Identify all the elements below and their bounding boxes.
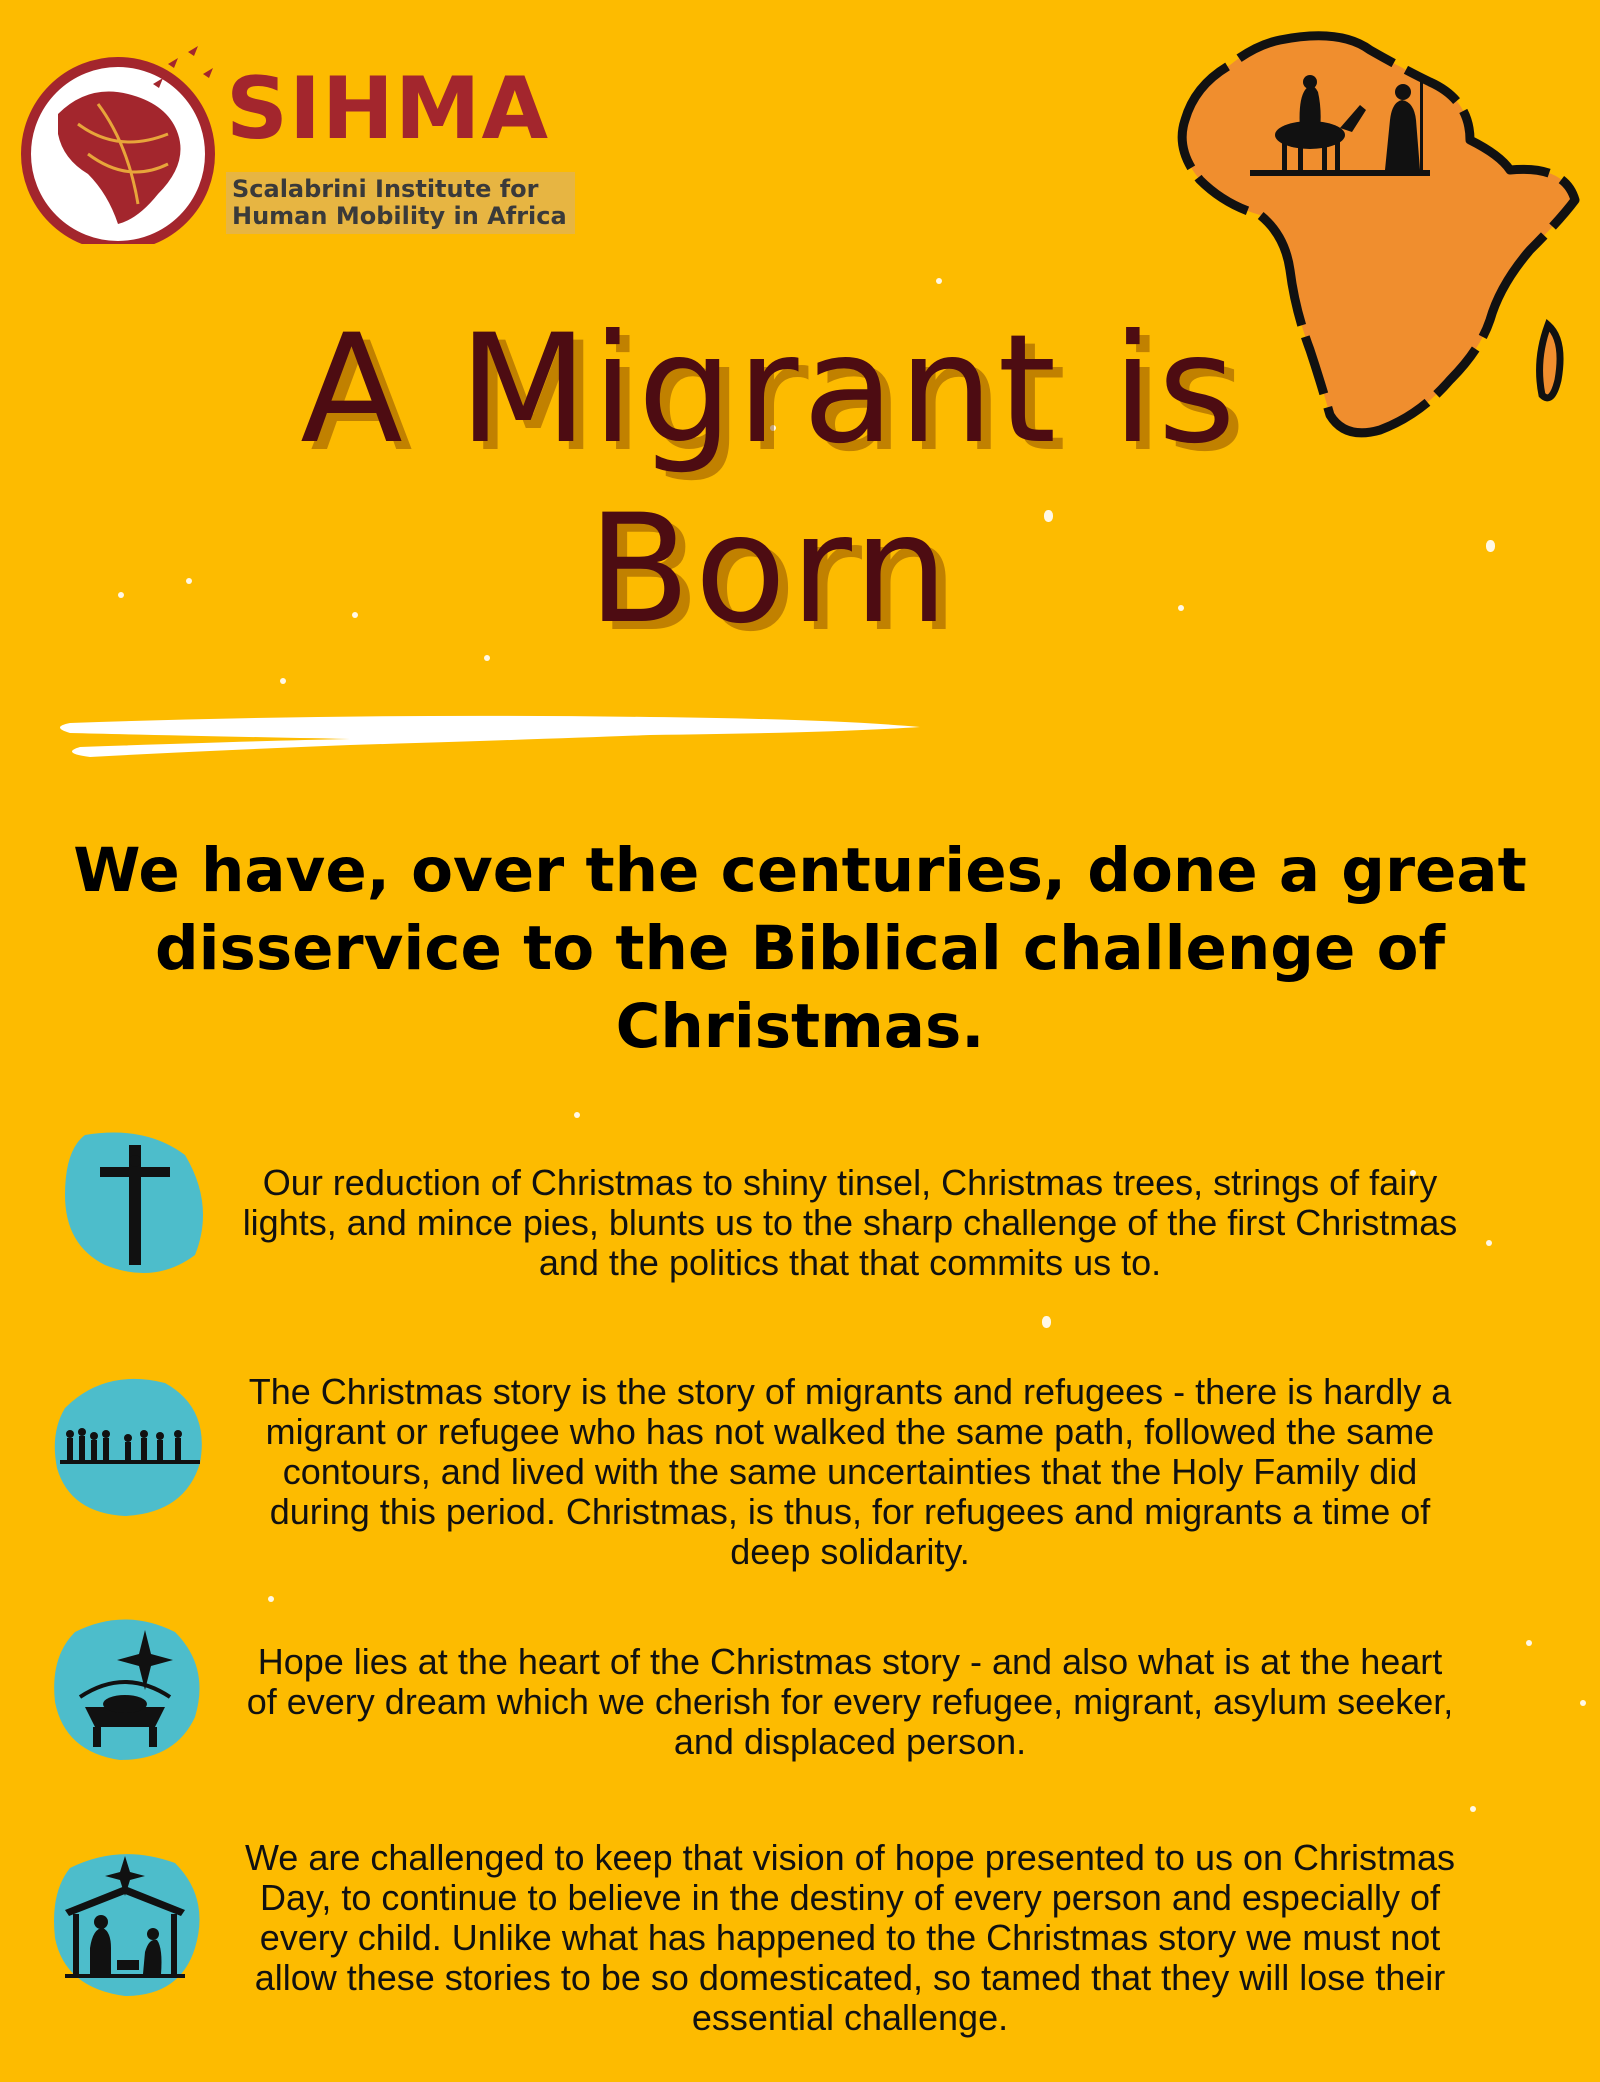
snow-dot [936, 278, 942, 284]
crucifix-icon [55, 1125, 215, 1275]
title-line-1: A Migrant is [300, 303, 1240, 477]
list-item-text: We are challenged to keep that vision of hope presented to us on Christmas Day, to continue to believe in the destiny of every person and especially of every child. Unlike what has happened to the Christmas story we must not allow these stories to be so domesticated, so tamed that they will lose their essential challenge. [244, 1837, 1456, 2038]
sihma-logo [18, 8, 618, 238]
globe-icon [18, 44, 218, 244]
snow-dot [268, 1596, 274, 1602]
refugees-walking-icon [45, 1368, 205, 1518]
list-item-text: The Christmas story is the story of migrants and refugees - there is hardly a migrant or refugee who has not walked the same path, followed the same contours, and lived with the same uncertainties that the Holy Family did during this period. Christmas, is thus, for refugees and migrants a time of deep solidarity. [248, 1371, 1452, 1572]
snow-dot [1470, 1806, 1476, 1812]
brush-stroke-divider [50, 705, 930, 765]
snow-dot [1042, 1316, 1051, 1328]
snow-dot [1580, 1700, 1586, 1706]
logo-tagline [226, 172, 575, 234]
logo-name: SIHMA [226, 59, 550, 159]
snow-dot [280, 678, 286, 684]
snow-dot [1526, 1640, 1532, 1646]
snow-dot [574, 1112, 580, 1118]
logo-tagline-line1: Scalabrini Institute for [232, 175, 539, 203]
manger-star-icon [45, 1612, 205, 1762]
page-title [180, 300, 1360, 660]
list-item-text: Hope lies at the heart of the Christmas story - and also what is at the heart of every dream which we cherish for every refugee, migrant, asylum seeker, and displaced person. [246, 1641, 1454, 1762]
snow-dot [1486, 540, 1495, 552]
headline: We have, over the centuries, done a great disservice to the Biblical challenge of Christmas. [73, 835, 1527, 1062]
snow-dot [1486, 1240, 1492, 1246]
title-line-2: Born [587, 483, 953, 657]
list-item-text: Our reduction of Christmas to shiny tinsel, Christmas trees, strings of fairy lights, and mince pies, blunts us to the sharp challenge of the first Christmas and the politics that that commits us to. [242, 1162, 1458, 1283]
snow-dot [118, 592, 124, 598]
logo-tagline-line2: Human Mobility in Africa [232, 202, 567, 230]
nativity-scene-icon [45, 1848, 205, 1998]
